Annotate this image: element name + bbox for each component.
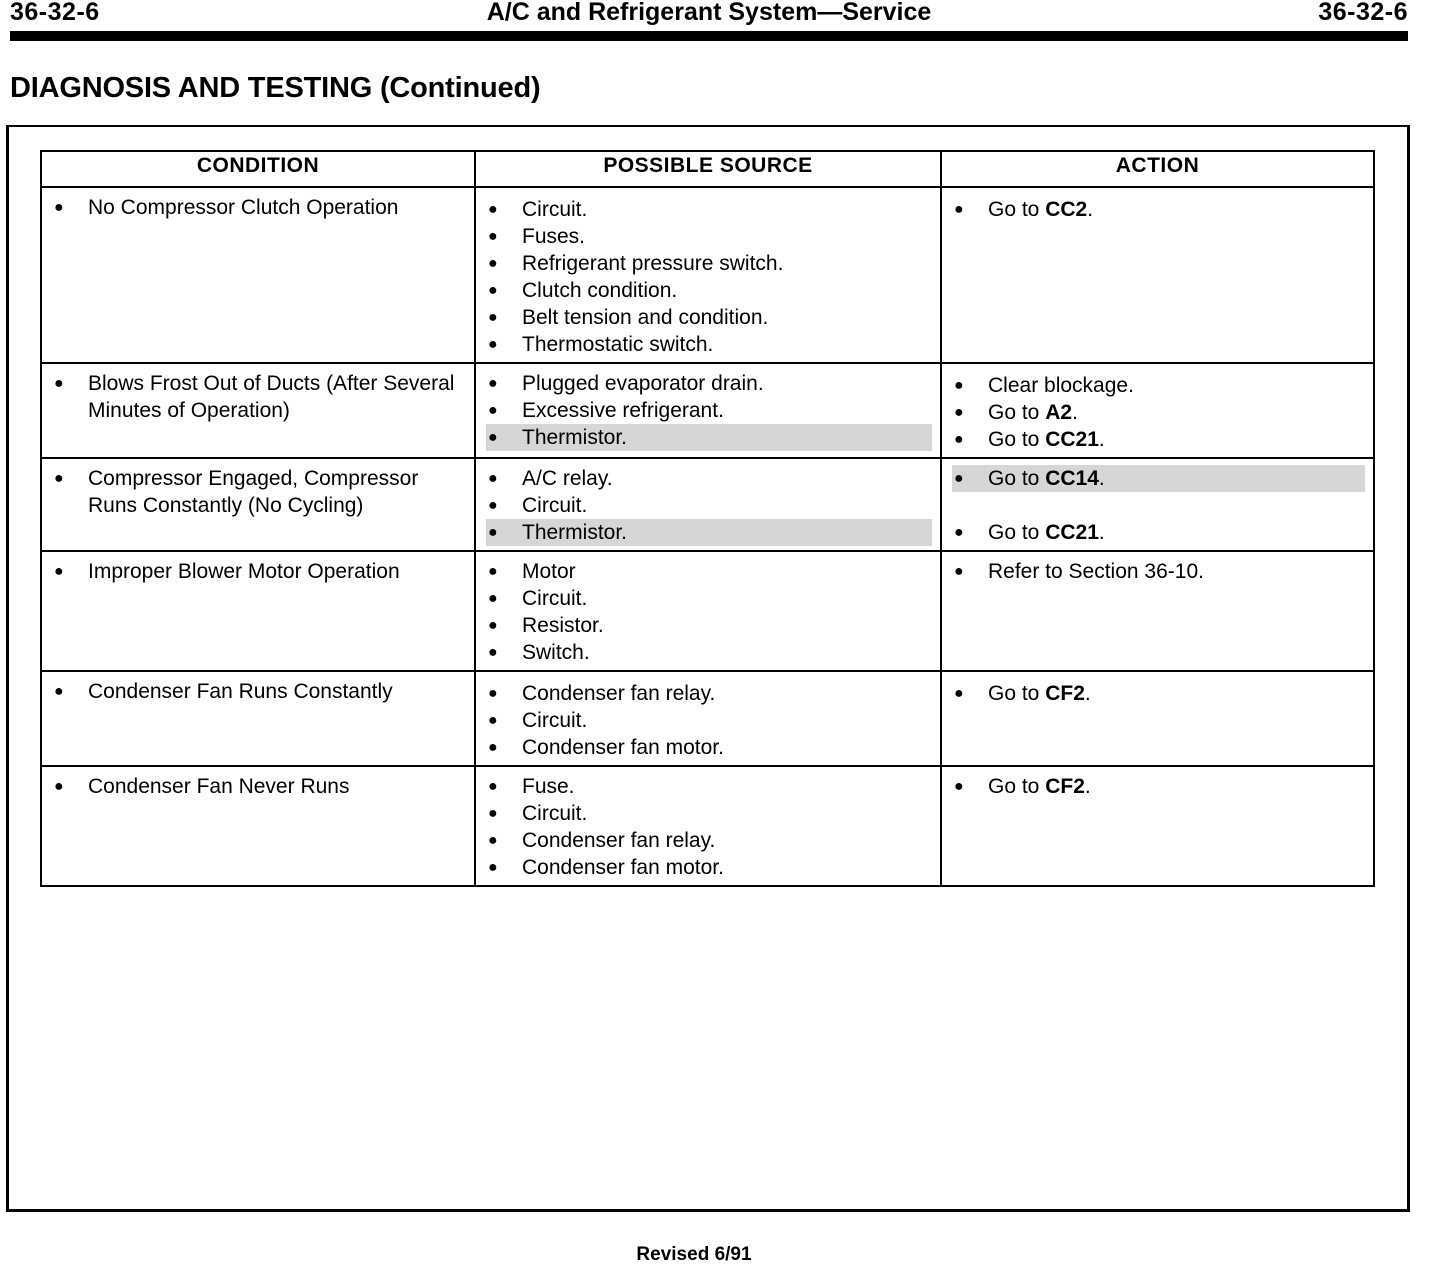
- source-item: ● Circuit.: [486, 492, 932, 519]
- action-cell: [941, 187, 1374, 363]
- condition-text: ● Blows Frost Out of Ducts (After Several Minutes of Operation): [52, 370, 466, 424]
- source-item: ● Condenser fan motor.: [486, 854, 932, 881]
- source-cell: [475, 551, 941, 671]
- action-cell: [941, 363, 1374, 458]
- condition-text: ● No Compressor Clutch Operation: [52, 194, 466, 221]
- action-cell: [941, 458, 1374, 551]
- table-row: [41, 187, 1374, 363]
- source-item: ● Belt tension and condition.: [486, 304, 932, 331]
- condition-cell: [41, 363, 475, 458]
- condition-text: ● Condenser Fan Runs Constantly: [52, 678, 466, 705]
- source-item: ● Circuit.: [486, 800, 932, 827]
- action-item: ● Go to CC21.: [952, 519, 1365, 546]
- table-row: [41, 766, 1374, 886]
- page-header-title: A/C and Refrigerant System—Service: [486, 0, 932, 26]
- condition-text: ● Compressor Engaged, Compressor Runs Constantly (No Cycling): [52, 465, 466, 519]
- condition-cell: [41, 766, 475, 886]
- source-cell: [475, 363, 941, 458]
- source-item: ● Fuses.: [486, 223, 932, 250]
- source-item: ● Circuit.: [486, 585, 932, 612]
- table-row: [41, 363, 1374, 458]
- action-cell: [941, 551, 1374, 671]
- source-item: ● Switch.: [486, 639, 932, 666]
- header-rule: [10, 31, 1408, 41]
- condition-text: ● Improper Blower Motor Operation: [52, 558, 466, 585]
- action-item: ● Go to A2.: [952, 399, 1365, 426]
- source-item: ● Motor: [486, 558, 932, 585]
- source-item: ● Circuit.: [486, 707, 932, 734]
- source-item: ● Resistor.: [486, 612, 932, 639]
- page-number-right: 36-32-6: [1318, 0, 1408, 26]
- action-item: ● Go to CC2.: [952, 196, 1365, 223]
- condition-cell: [41, 458, 475, 551]
- source-item: ● Condenser fan relay.: [486, 827, 932, 854]
- table-row: [41, 458, 1374, 551]
- column-header-possible-source: POSSIBLE SOURCE: [475, 151, 941, 187]
- condition-cell: [41, 671, 475, 766]
- table-row: [41, 551, 1374, 671]
- diagnosis-table: [40, 150, 1375, 887]
- column-header-action: ACTION: [941, 151, 1374, 187]
- source-cell: [475, 766, 941, 886]
- action-item: ● Clear blockage.: [952, 372, 1365, 399]
- action-item: ● Go to CF2.: [952, 773, 1365, 800]
- source-item: ● Thermostatic switch.: [486, 331, 932, 358]
- page-footer-revision: Revised 6/91: [636, 1244, 752, 1265]
- action-cell: [941, 671, 1374, 766]
- source-item: ● Thermistor.: [486, 424, 932, 451]
- condition-cell: [41, 187, 475, 363]
- source-item: ● Clutch condition.: [486, 277, 932, 304]
- action-cell: [941, 766, 1374, 886]
- source-item: ● Plugged evaporator drain.: [486, 370, 932, 397]
- condition-cell: [41, 551, 475, 671]
- action-item: ● Refer to Section 36-10.: [952, 558, 1365, 585]
- page-header: [10, 0, 1408, 40]
- action-item: ● Go to CF2.: [952, 680, 1365, 707]
- source-item: ● A/C relay.: [486, 465, 932, 492]
- source-item: ● Circuit.: [486, 196, 932, 223]
- column-header-condition: CONDITION: [41, 151, 475, 187]
- source-item: ● Condenser fan relay.: [486, 680, 932, 707]
- source-item: ● Thermistor.: [486, 519, 932, 546]
- source-cell: [475, 671, 941, 766]
- section-title: DIAGNOSIS AND TESTING (Continued): [10, 72, 541, 104]
- source-item: ● Excessive refrigerant.: [486, 397, 932, 424]
- action-item: ● Go to CC14.: [952, 465, 1365, 492]
- source-cell: [475, 458, 941, 551]
- action-item: ● Go to CC21.: [952, 426, 1365, 453]
- source-item: ● Fuse.: [486, 773, 932, 800]
- table-row: [41, 671, 1374, 766]
- table-header-row: [41, 151, 1374, 187]
- source-item: ● Refrigerant pressure switch.: [486, 250, 932, 277]
- source-item: ● Condenser fan motor.: [486, 734, 932, 761]
- page-number-left: 36-32-6: [10, 0, 100, 26]
- source-cell: [475, 187, 941, 363]
- condition-text: ● Condenser Fan Never Runs: [52, 773, 466, 800]
